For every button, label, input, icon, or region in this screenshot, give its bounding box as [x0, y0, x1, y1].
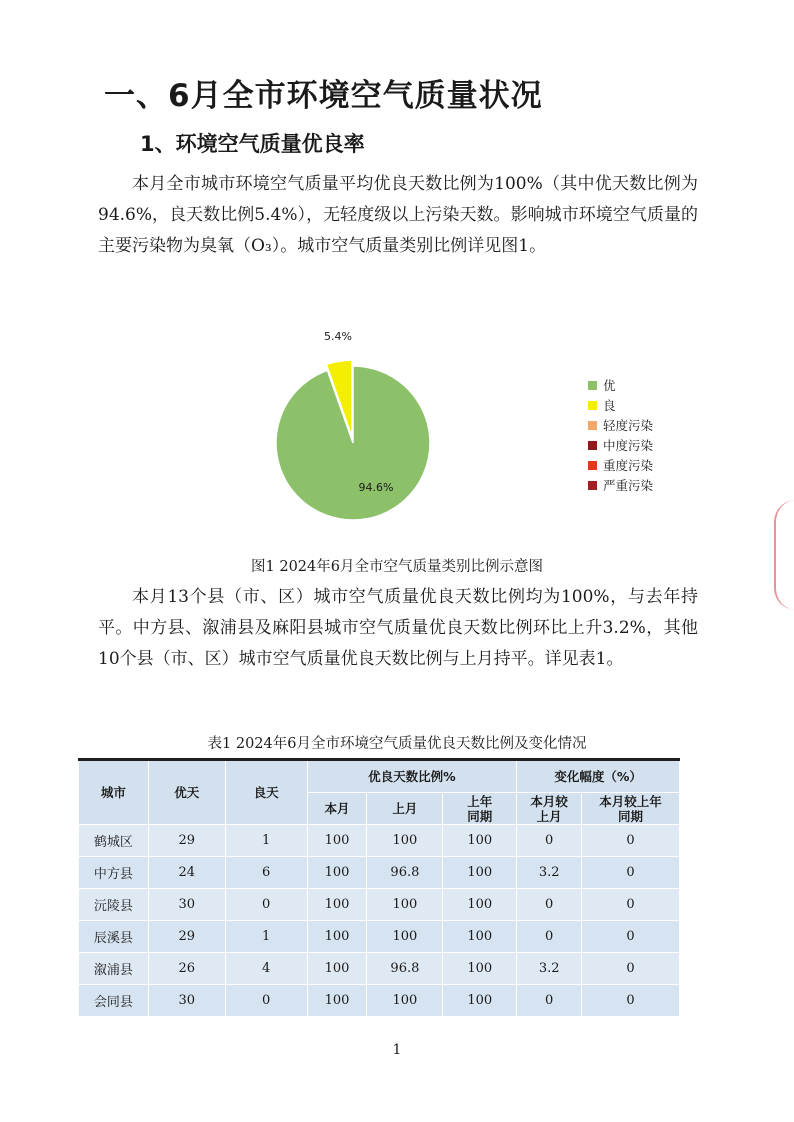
- cell-vs-last-month: 0: [517, 921, 582, 953]
- pie-slice-0: [276, 366, 430, 520]
- header-good-days: 良天: [225, 760, 307, 825]
- cell-city: 中方县: [79, 857, 149, 889]
- legend-item: [588, 375, 653, 395]
- cell-last-month: 96.8: [367, 857, 443, 889]
- table-caption: 表1 2024年6月全市环境空气质量优良天数比例及变化情况: [207, 736, 587, 752]
- cell-vs-last-year: 0: [582, 825, 680, 857]
- header-vs-last-year: 本月较上年 同期: [582, 793, 680, 825]
- cell-vs-last-year: 0: [582, 921, 680, 953]
- legend-label: 严重污染: [603, 478, 654, 493]
- paragraph-county-summary: 本月13个县（市、区）城市空气质量优良天数比例均为100%，与去年持平。中方县、溆浦县及麻阳县城市空气质量优良天数比例环比上升3.2%，其他10个县（市、区）城市空气质量优良天数比例与上月持平。详见表1。: [98, 587, 698, 669]
- header-this-month: 本月: [307, 793, 367, 825]
- table-row: [79, 889, 680, 921]
- figure-caption: 图1 2024年6月全市空气质量类别比例示意图: [251, 559, 543, 575]
- cell-this-month: 100: [307, 953, 367, 985]
- cell-city: 会同县: [79, 985, 149, 1017]
- legend-item: [588, 415, 653, 435]
- cell-vs-last-month: 0: [517, 985, 582, 1017]
- pie-data-label-0: 94.6%: [358, 481, 394, 494]
- table-row: [79, 825, 680, 857]
- legend-item: [588, 395, 653, 415]
- cell-last-year: 100: [443, 985, 517, 1017]
- legend-label: 轻度污染: [603, 418, 654, 433]
- cell-last-month: 100: [367, 985, 443, 1017]
- cell-vs-last-month: 0: [517, 825, 582, 857]
- chart-legend: [588, 375, 653, 495]
- legend-label: 优: [603, 378, 616, 393]
- cell-excellent: 29: [148, 921, 225, 953]
- cell-city: 沅陵县: [79, 889, 149, 921]
- legend-swatch: [588, 381, 597, 390]
- cell-this-month: 100: [307, 889, 367, 921]
- air-quality-table: [78, 758, 680, 1017]
- cell-good: 0: [225, 889, 307, 921]
- cell-good: 1: [225, 825, 307, 857]
- cell-excellent: 30: [148, 985, 225, 1017]
- cell-this-month: 100: [307, 921, 367, 953]
- cell-vs-last-year: 0: [582, 985, 680, 1017]
- cell-this-month: 100: [307, 825, 367, 857]
- cell-this-month: 100: [307, 985, 367, 1017]
- legend-swatch: [588, 441, 597, 450]
- cell-last-year: 100: [443, 953, 517, 985]
- cell-good: 6: [225, 857, 307, 889]
- cell-vs-last-year: 0: [582, 953, 680, 985]
- cell-last-year: 100: [443, 825, 517, 857]
- cell-excellent: 30: [148, 889, 225, 921]
- legend-item: [588, 475, 653, 495]
- cell-last-year: 100: [443, 921, 517, 953]
- legend-swatch: [588, 461, 597, 470]
- subsection-heading: 1、环境空气质量优良率: [140, 132, 365, 156]
- cell-last-year: 100: [443, 857, 517, 889]
- table-row: [79, 921, 680, 953]
- table-row: [79, 985, 680, 1017]
- cell-vs-last-month: 3.2: [517, 857, 582, 889]
- legend-swatch: [588, 481, 597, 490]
- cell-vs-last-year: 0: [582, 889, 680, 921]
- header-change-group: 变化幅度（%）: [517, 760, 680, 793]
- page-number: 1: [392, 1042, 402, 1058]
- cell-excellent: 24: [148, 857, 225, 889]
- section-heading: 一、6月全市环境空气质量状况: [104, 78, 543, 114]
- cell-vs-last-year: 0: [582, 857, 680, 889]
- cell-last-year: 100: [443, 889, 517, 921]
- cell-city: 辰溪县: [79, 921, 149, 953]
- cell-good: 4: [225, 953, 307, 985]
- cell-last-month: 96.8: [367, 953, 443, 985]
- legend-item: [588, 455, 653, 475]
- cell-excellent: 29: [148, 825, 225, 857]
- cell-excellent: 26: [148, 953, 225, 985]
- cell-last-month: 100: [367, 825, 443, 857]
- cell-city: 溆浦县: [79, 953, 149, 985]
- header-last-year: 上年 同期: [443, 793, 517, 825]
- header-ratio-group: 优良天数比例%: [307, 760, 517, 793]
- cell-last-month: 100: [367, 889, 443, 921]
- pie-data-label-1: 5.4%: [324, 330, 352, 343]
- paragraph-summary: 本月全市城市环境空气质量平均优良天数比例为100%（其中优天数比例为94.6%，良天数比例5.4%），无轻度级以上污染天数。影响城市环境空气质量的主要污染物为臭氧（O₃）。城市空气质量类别比例详见图1。: [98, 174, 698, 256]
- header-city: 城市: [79, 760, 149, 825]
- table-row: [79, 857, 680, 889]
- legend-swatch: [588, 421, 597, 430]
- cell-vs-last-month: 3.2: [517, 953, 582, 985]
- legend-label: 良: [603, 398, 616, 413]
- cell-city: 鹤城区: [79, 825, 149, 857]
- cell-good: 1: [225, 921, 307, 953]
- cell-good: 0: [225, 985, 307, 1017]
- legend-swatch: [588, 401, 597, 410]
- legend-label: 重度污染: [603, 458, 654, 473]
- cell-this-month: 100: [307, 857, 367, 889]
- header-last-month: 上月: [367, 793, 443, 825]
- seal-stamp-edge: [774, 500, 794, 610]
- legend-item: [588, 435, 653, 455]
- cell-last-month: 100: [367, 921, 443, 953]
- header-excellent-days: 优天: [148, 760, 225, 825]
- cell-vs-last-month: 0: [517, 889, 582, 921]
- legend-label: 中度污染: [603, 438, 654, 453]
- header-vs-last-month: 本月较 上月: [517, 793, 582, 825]
- table-row: [79, 953, 680, 985]
